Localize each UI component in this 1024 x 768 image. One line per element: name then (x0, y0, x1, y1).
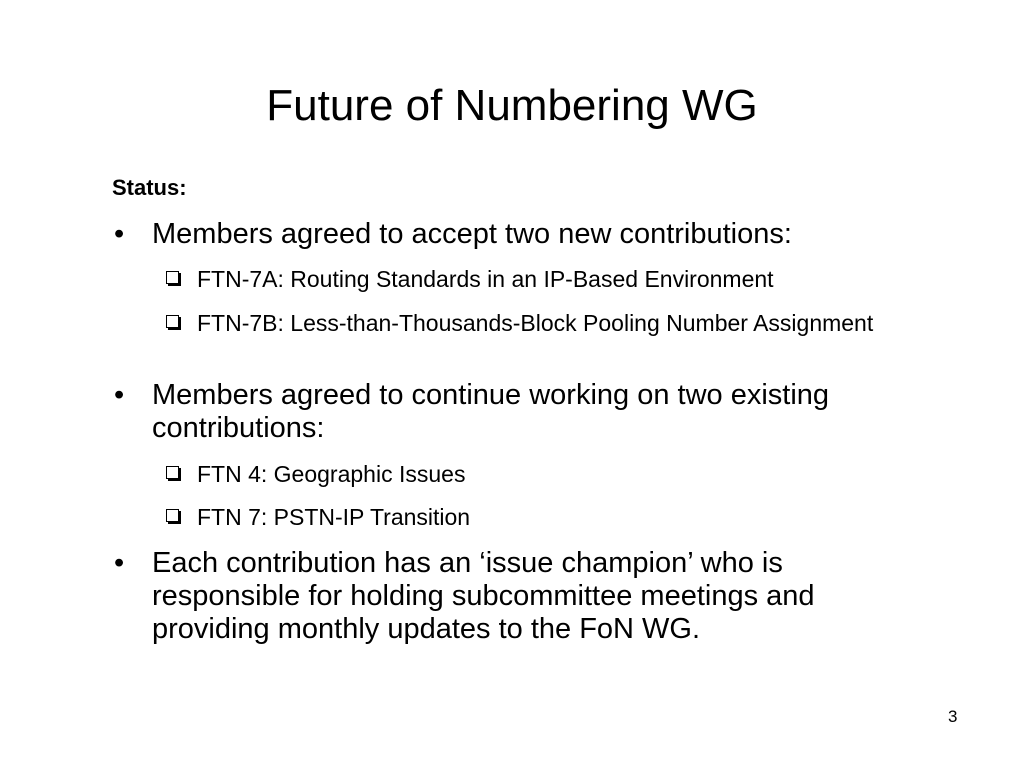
bullet-row (112, 218, 932, 251)
sub-item-text: FTN-7A: Routing Standards in an IP-Based Environment (197, 266, 774, 292)
bullet-marker: • (114, 218, 125, 250)
sub-item-1-1 (112, 266, 932, 292)
bullet-text: Each contribution has an ‘issue champion’ who is responsible for holding subcommittee meetings and providing monthly updates to the FoN WG. (152, 547, 815, 645)
sub-row (112, 504, 932, 530)
bullet-item-1 (112, 218, 932, 251)
sub-row (112, 310, 932, 336)
bullet-item-3 (112, 547, 912, 646)
checkbox-icon (166, 315, 179, 328)
bullet-text: Members agreed to accept two new contributions: (152, 218, 792, 250)
sub-item-2-2 (112, 504, 932, 530)
sub-item-text: FTN-7B: Less-than-Thousands-Block Pooling Number Assignment (197, 310, 874, 336)
slide-title: Future of Numbering WG (266, 81, 758, 130)
bullet-marker: • (114, 547, 125, 579)
checkbox-icon (166, 271, 179, 284)
sub-item-1-2 (112, 310, 932, 336)
sub-item-text: FTN 4: Geographic Issues (197, 461, 466, 487)
bullet-item-2 (112, 379, 872, 445)
checkbox-icon (166, 466, 179, 479)
bullet-row (112, 547, 912, 646)
bullet-row (112, 379, 872, 445)
sub-item-text: FTN 7: PSTN-IP Transition (197, 504, 471, 530)
status-label: Status: (112, 175, 187, 200)
sub-item-2-1 (112, 461, 932, 487)
page-number: 3 (948, 707, 958, 726)
bullet-marker: • (114, 379, 125, 411)
checkbox-icon (166, 509, 179, 522)
bullet-text: Members agreed to continue working on two existing contributions: (152, 379, 830, 444)
sub-row (112, 266, 932, 292)
sub-row (112, 461, 932, 487)
